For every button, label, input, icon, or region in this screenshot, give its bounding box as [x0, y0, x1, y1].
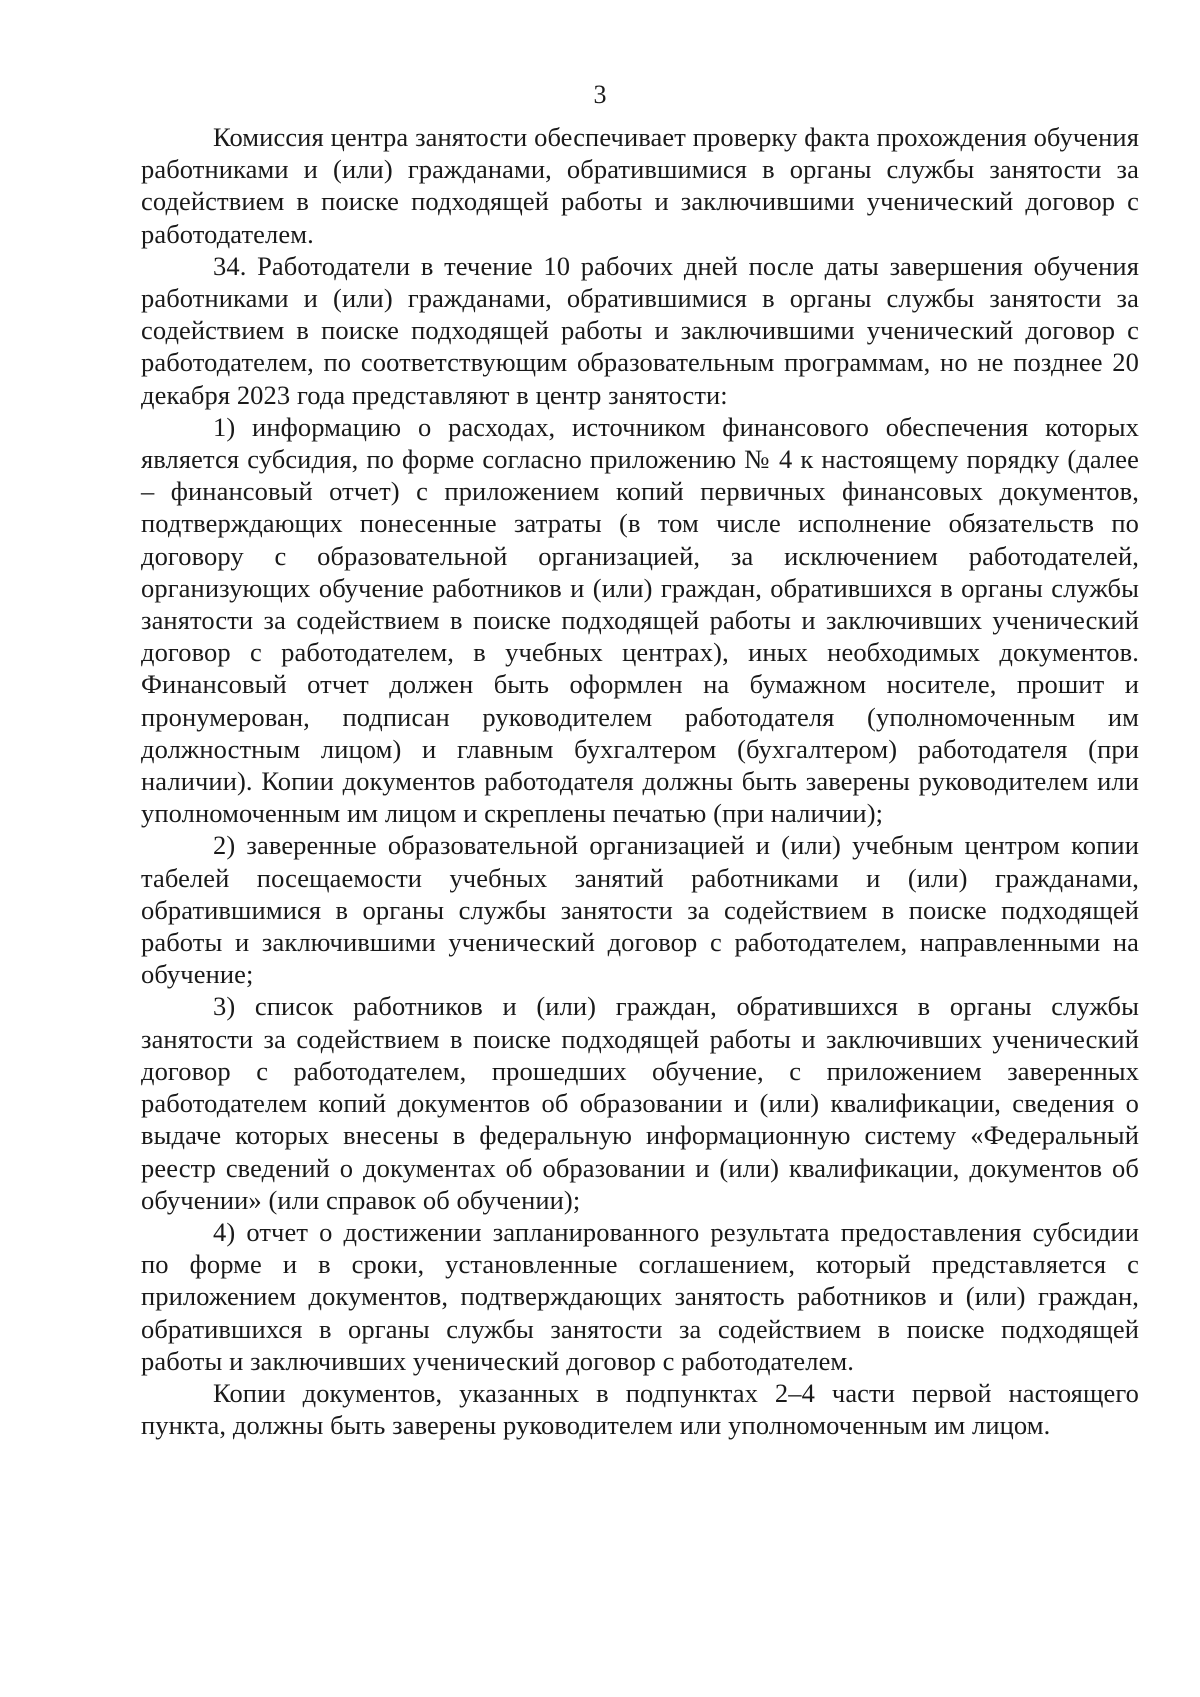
list-item-1-financial-report: 1) информацию о расходах, источником финансового обеспечения которых является субсидия, по форме согласно приложению № 4 к настоящему порядку (далее – финансовый отчет) с приложением копий первичных финансовых документов, подтверждающих понесенные затраты (в том числе исполнение обязательств по договору с образовательной организацией, за исключением работодателей, организующих обучение работников и (или) граждан, обратившихся в органы службы занятости за содействием в поиске подходящей работы и заключивших ученический договор с работодателем, в учебных центрах), иных необходимых документов. Финансовый отчет должен быть оформлен на бумажном носителе, прошит и пронумерован, подписан руководителем работодателя (уполномоченным им должностным лицом) и главным бухгалтером (бухгалтером) работодателя (при наличии). Копии документов работодателя должны быть заверены руководителем или уполномоченным им лицом и скреплены печатью (при наличии); [141, 411, 1139, 829]
paragraph-commission-check: Комиссия центра занятости обеспечивает проверку факта прохождения обучения работниками и (или) гражданами, обратившимися в органы службы занятости за содействием в поиске подходящей работы и заключившими ученический договор с работодателем. [141, 122, 1139, 249]
page-number: 3 [593, 80, 607, 109]
paragraph-copies-certification: Копии документов, указанных в подпунктах 2–4 части первой настоящего пункта, должны быть заверены руководителем или уполномоченным им лицом. [141, 1377, 1139, 1441]
list-item-3-trainee-list: 3) список работников и (или) граждан, обратившихся в органы службы занятости за содействием в поиске подходящей работы и заключивших ученический договор с работодателем, прошедших обучение, с приложением заверенных работодателем копий документов об образовании и (или) квалификации, сведения о выдаче которых внесены в федеральную информационную систему «Федеральный реестр сведений о документах об образовании и (или) квалификации, документов об обучении» (или справок об обучении); [141, 991, 1139, 1215]
paragraph-item-34: 34. Работодатели в течение 10 рабочих дней после даты завершения обучения работниками и (или) гражданами, обратившимися в органы службы занятости за содействием в поиске подходящей работы и заключившими ученический договор с работодателем, по соответствующим образовательным программам, но не позднее 20 декабря 2023 года представляют в центр занятости: [141, 250, 1139, 410]
list-item-2-attendance-tables: 2) заверенные образовательной организацией и (или) учебным центром копии табелей посещаемости учебных занятий работниками и (или) гражданами, обратившимися в органы службы занятости за содействием в поиске подходящей работы и заключившими ученический договор с работодателем, направленными на обучение; [141, 830, 1139, 990]
document-body [141, 121, 1139, 1441]
list-item-4-result-report: 4) отчет о достижении запланированного результата предоставления субсидии по форме и в сроки, установленные соглашением, который представляется с приложением документов, подтверждающих занятость работников и (или) граждан, обратившихся в органы службы занятости за содействием в поиске подходящей работы и заключивших ученический договор с работодателем. [141, 1216, 1139, 1376]
